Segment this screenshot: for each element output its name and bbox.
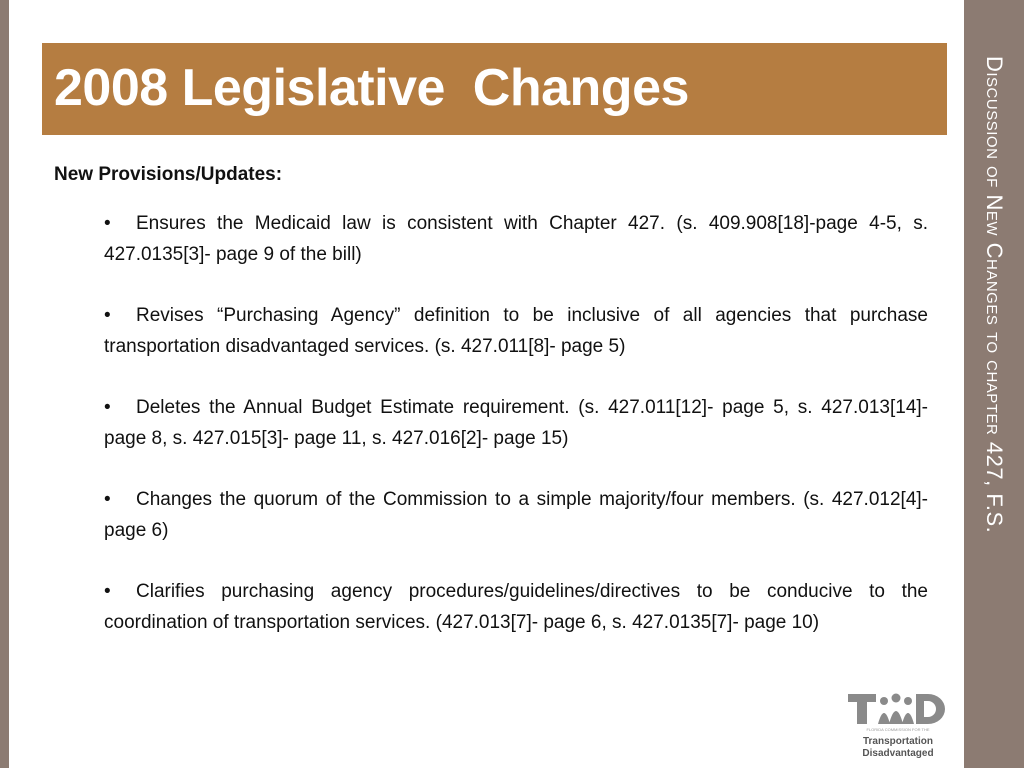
- vertical-section-title: Discussion of New Changes to chapter 427, F.S.: [982, 56, 1007, 534]
- bullet-icon: •: [104, 397, 111, 418]
- content-area: [54, 160, 928, 668]
- list-item: [104, 208, 928, 270]
- list-item-text: Clarifies purchasing agency procedures/guidelines/directives to be conducive to the coordination of transportation services. (427.013[7]- page 6, s. 427.0135[7]- page 10): [104, 581, 928, 633]
- td-logo-icon: [846, 690, 950, 730]
- bullet-icon: •: [104, 489, 111, 510]
- bullet-icon: •: [104, 213, 111, 234]
- bullet-icon: •: [104, 581, 111, 602]
- list-item: [104, 576, 928, 638]
- list-item: [104, 392, 928, 454]
- list-item: [104, 300, 928, 362]
- logo-text-line2: Disadvantaged: [862, 748, 934, 759]
- list-item-text: Ensures the Medicaid law is consistent with Chapter 427. (s. 409.908[18]-page 4-5, s. 427.0135[3]- page 9 of the bill): [104, 213, 928, 265]
- list-item: [104, 484, 928, 546]
- logo-text-line1: Transportation: [862, 736, 933, 747]
- bullet-icon: •: [104, 305, 111, 326]
- list-item-text: Revises “Purchasing Agency” definition to be inclusive of all agencies that purchase transportation disadvantaged services. (s. 427.011[8]- page 5): [104, 305, 928, 357]
- list-item-text: Deletes the Annual Budget Estimate requirement. (s. 427.011[12]- page 5, s. 427.013[14]- page 8, s. 427.015[3]- page 11, s. 427.016[2]- page 15): [104, 397, 928, 449]
- logo-small-text: FLORIDA COMMISSION FOR THE: [866, 727, 930, 732]
- list-item-text: Changes the quorum of the Commission to a simple majority/four members. (s. 427.012[4]- page 6): [104, 489, 928, 541]
- provisions-list: [104, 208, 928, 638]
- title-bar: [42, 43, 947, 135]
- td-commission-logo: [846, 690, 950, 764]
- section-heading: New Provisions/Updates:: [54, 164, 283, 185]
- left-accent-rule: [0, 0, 9, 768]
- slide-title: 2008 Legislative Changes: [54, 59, 689, 117]
